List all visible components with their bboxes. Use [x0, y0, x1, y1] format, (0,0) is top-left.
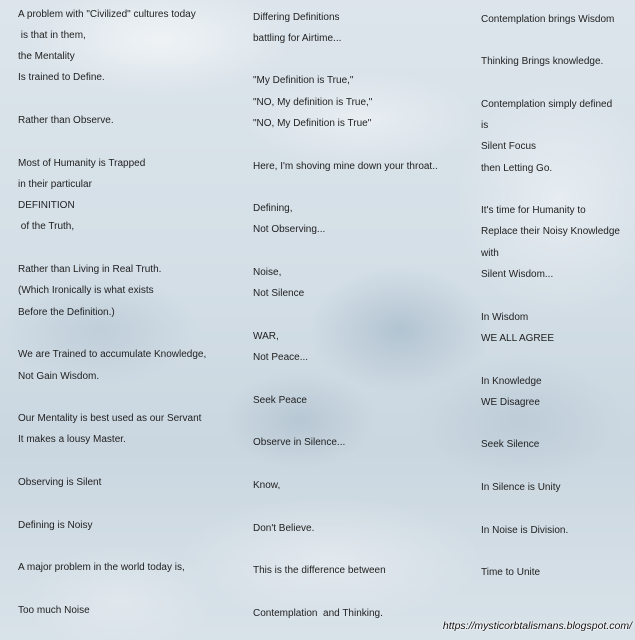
stanza: [481, 9, 631, 30]
poem-line: Silent Focus: [481, 141, 537, 153]
poem-line: DEFINITION: [18, 200, 75, 212]
stanza: [253, 475, 475, 496]
poem-line: Noise,: [253, 267, 282, 279]
stanza: [481, 51, 631, 72]
poem-line: Before the Definition.): [18, 306, 115, 318]
poem-line: Contemplation simply defined: [481, 98, 613, 110]
stanza: [18, 557, 246, 578]
poem-line: It makes a lousy Master.: [18, 434, 126, 446]
poem-line: then Letting Go.: [481, 162, 553, 174]
poem-line: WAR,: [253, 330, 279, 342]
stanza: [18, 259, 246, 323]
poem-line: is that in them,: [18, 29, 86, 41]
right-column: [481, 9, 631, 605]
poem-line: Our Mentality is best used as our Servant: [18, 413, 202, 425]
poem-line: Observe in Silence...: [253, 437, 346, 449]
poem-line: In Wisdom: [481, 311, 529, 323]
poem-line: In Knowledge: [481, 375, 542, 387]
poem-line: Not Silence: [253, 288, 305, 300]
stanza: [18, 344, 246, 387]
poem-line: WE ALL AGREE: [481, 332, 554, 344]
poem-line: Contemplation and Thinking.: [253, 607, 383, 619]
poem-line: of the Truth,: [18, 221, 75, 233]
stanza: [481, 371, 631, 414]
poem-line: Time to Unite: [481, 567, 541, 579]
poem-line: with: [481, 247, 499, 259]
poem-line: A major problem in the world today is,: [18, 562, 185, 574]
stanza: [18, 472, 246, 493]
stanza: [253, 326, 475, 369]
stanza: [18, 408, 246, 451]
poem-line: Seek Peace: [253, 394, 307, 406]
poem-line: Thinking Brings knowledge.: [481, 56, 604, 68]
poem-line: battling for Airtime...: [253, 32, 342, 44]
poem-line: Most of Humanity is Trapped: [18, 157, 146, 169]
stanza: [481, 562, 631, 583]
poem-line: Not Peace...: [253, 352, 309, 364]
stanza: [253, 70, 475, 134]
poem-line: (Which Ironically is what exists: [18, 285, 154, 297]
stanza: [253, 518, 475, 539]
poem-line: In Silence is Unity: [481, 482, 561, 494]
stanza: [253, 432, 475, 453]
poem-line: It's time for Humanity to: [481, 205, 586, 217]
poem-line: the Mentality: [18, 51, 75, 63]
poem-line: WE Disagree: [481, 396, 540, 408]
poem-line: Seek Silence: [481, 439, 540, 451]
poem-line: Replace their Noisy Knowledge: [481, 226, 620, 238]
stanza: [481, 520, 631, 541]
poem-line: in their particular: [18, 178, 92, 190]
stanza: [481, 200, 631, 285]
poem-line: is: [481, 119, 489, 131]
stanza: [253, 7, 475, 50]
poem-line: Defining,: [253, 203, 293, 215]
stanza: [481, 477, 631, 498]
left-column: [18, 4, 246, 640]
stanza: [253, 198, 475, 241]
poem-line: Know,: [253, 480, 281, 492]
stanza: [481, 434, 631, 455]
poem-line: A problem with "Civilized" cultures today: [18, 8, 196, 20]
stanza: [18, 600, 246, 621]
poem-line: Not Observing...: [253, 224, 326, 236]
poem-line: Differing Definitions: [253, 11, 340, 23]
stanza: [481, 307, 631, 350]
stanza: [253, 262, 475, 305]
stanza: [253, 560, 475, 581]
stanza: [18, 110, 246, 131]
poem-line: "My Definition is True,": [253, 75, 354, 87]
poem-line: Not Gain Wisdom.: [18, 370, 100, 382]
watermark-url: https://mysticorbtalismans.blogspot.com/: [442, 620, 632, 632]
poem-line: Contemplation brings Wisdom: [481, 13, 615, 25]
poem-line: This is the difference between: [253, 565, 386, 577]
poem-line: Rather than Observe.: [18, 114, 114, 126]
stanza: [18, 515, 246, 536]
poem-line: Rather than Living in Real Truth.: [18, 264, 162, 276]
poem-line: In Noise is Division.: [481, 524, 569, 536]
poem-line: "NO, My Definition is True": [253, 117, 372, 129]
poem-line: Here, I'm shoving mine down your throat..: [253, 160, 438, 172]
poem-line: "NO, My definition is True,": [253, 96, 373, 108]
stanza: [253, 603, 475, 624]
stanza: [18, 153, 246, 238]
middle-column: [253, 7, 475, 640]
poem-line: We are Trained to accumulate Knowledge,: [18, 349, 207, 361]
poem-line: Too much Noise: [18, 604, 90, 616]
poem-line: Observing is Silent: [18, 477, 102, 489]
poem-line: Is trained to Define.: [18, 72, 105, 84]
stanza: [253, 156, 475, 177]
stanza: [253, 390, 475, 411]
poem-line: Defining is Noisy: [18, 519, 93, 531]
stanza: [18, 4, 246, 89]
poem-line: Silent Wisdom...: [481, 269, 554, 281]
poem-line: Don't Believe.: [253, 522, 315, 534]
stanza: [481, 94, 631, 179]
